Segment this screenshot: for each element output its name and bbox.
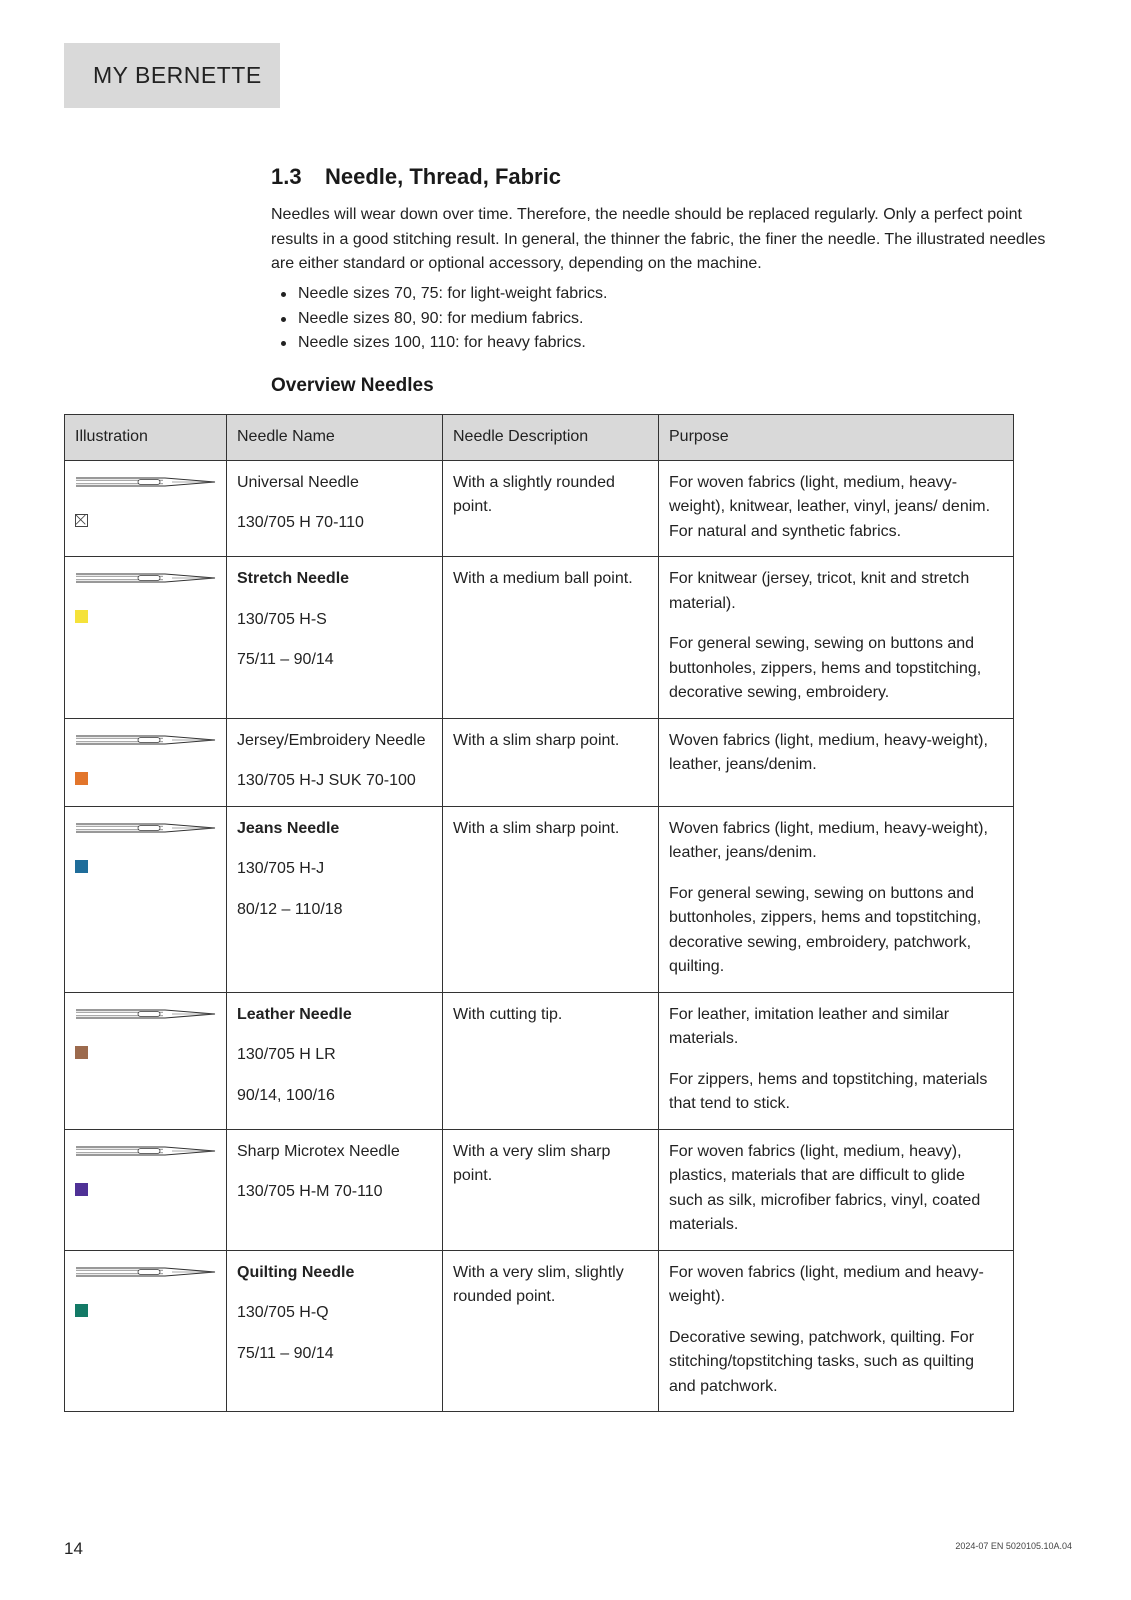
needle-purpose-cell xyxy=(659,1129,1014,1250)
chapter-tab xyxy=(64,43,280,108)
purpose-text: For knitwear (jersey, tricot, knit and stretch material). xyxy=(669,570,970,612)
needle-spec: 80/12 – 110/18 xyxy=(237,900,343,918)
needle-purpose-cell xyxy=(659,557,1014,719)
table-row xyxy=(65,460,1014,557)
needle-illustration-icon xyxy=(75,571,217,585)
orange-square-icon xyxy=(75,772,88,785)
purpose-text: For general sewing, sewing on buttons and buttonholes, zippers, hems and topstitching, decorative sewing, embroidery. xyxy=(669,635,982,701)
table-row xyxy=(65,1129,1014,1250)
needle-name: Quilting Needle xyxy=(237,1263,355,1281)
column-header: Purpose xyxy=(659,415,1014,461)
teal-square-icon xyxy=(75,1304,88,1317)
section-title xyxy=(271,164,561,190)
needle-purpose-cell xyxy=(659,460,1014,557)
table-row xyxy=(65,1250,1014,1412)
needle-name: Universal Needle xyxy=(237,473,359,491)
section-number: 1.3 xyxy=(271,164,302,189)
table-row xyxy=(65,718,1014,806)
list-item: Needle sizes 70, 75: for light-weight fabrics. xyxy=(271,282,607,307)
illustration-cell xyxy=(65,718,227,806)
purpose-text: For woven fabrics (light, medium and heavy-weight). xyxy=(669,1263,984,1305)
needle-description: With a very slim, slightly rounded point. xyxy=(443,1250,659,1412)
needle-illustration-icon xyxy=(75,1144,217,1158)
illustration-cell xyxy=(65,1129,227,1250)
needle-spec: 90/14, 100/16 xyxy=(237,1086,335,1104)
column-header: Needle Description xyxy=(443,415,659,461)
list-item: Needle sizes 100, 110: for heavy fabrics. xyxy=(271,331,607,356)
section-title-text: Needle, Thread, Fabric xyxy=(325,164,561,189)
needle-size-list xyxy=(271,282,607,356)
table-header-row xyxy=(65,415,1014,461)
needle-name-cell xyxy=(227,718,443,806)
yellow-square-icon xyxy=(75,610,88,623)
needle-illustration-icon xyxy=(75,821,217,835)
blue-square-icon xyxy=(75,860,88,873)
needle-name-cell xyxy=(227,992,443,1129)
table-body xyxy=(65,460,1014,1412)
needle-description: With a slim sharp point. xyxy=(443,718,659,806)
overview-heading: Overview Needles xyxy=(271,375,434,396)
needle-purpose-cell xyxy=(659,718,1014,806)
needle-name-cell xyxy=(227,1250,443,1412)
needle-purpose-cell xyxy=(659,992,1014,1129)
purpose-text: For general sewing, sewing on buttons and buttonholes, zippers, hems and topstitching, decorative sewing, embroidery, patchwork, quilting. xyxy=(669,884,982,975)
needle-name: Jeans Needle xyxy=(237,819,340,837)
column-header: Illustration xyxy=(65,415,227,461)
table-row xyxy=(65,557,1014,719)
needle-spec: 75/11 – 90/14 xyxy=(237,651,334,668)
document-reference: 2024-07 EN 5020105.10A.04 xyxy=(955,1541,1072,1551)
needle-name: Jersey/Embroidery Needle xyxy=(237,731,426,749)
purpose-text: For woven fabrics (light, medium, heavy-weight), knitwear, leather, vinyl, jeans/ denim. For natural and synthetic fabrics. xyxy=(669,473,991,540)
table-row xyxy=(65,992,1014,1129)
needle-description: With cutting tip. xyxy=(443,992,659,1129)
list-item: Needle sizes 80, 90: for medium fabrics. xyxy=(271,307,607,332)
needle-spec: 130/705 H-S xyxy=(237,610,327,628)
illustration-cell xyxy=(65,806,227,992)
needles-table xyxy=(64,414,1014,1412)
needle-illustration-icon xyxy=(75,1265,217,1279)
table-row xyxy=(65,806,1014,992)
needle-purpose-cell xyxy=(659,806,1014,992)
needle-name: Leather Needle xyxy=(237,1005,352,1023)
needle-description: With a slim sharp point. xyxy=(443,806,659,992)
needle-name: Stretch Needle xyxy=(237,570,350,587)
needle-illustration-icon xyxy=(75,475,217,489)
needle-spec: 130/705 H LR xyxy=(237,1046,336,1063)
purpose-text: Decorative sewing, patchwork, quilting. For stitching/topstitching tasks, such as quilting and patchwork. xyxy=(669,1328,975,1395)
purpose-text: For woven fabrics (light, medium, heavy), plastics, materials that are difficult to glide such as silk, microfiber fabrics, vinyl, coated materials. xyxy=(669,1142,981,1233)
needle-spec: 130/705 H-Q xyxy=(237,1304,329,1321)
purpose-text: For zippers, hems and topstitching, materials that tend to stick. xyxy=(669,1070,988,1112)
purpose-text: Woven fabrics (light, medium, heavy-weight), leather, jeans/denim. xyxy=(669,731,988,773)
needle-name-cell xyxy=(227,460,443,557)
illustration-cell xyxy=(65,992,227,1129)
purpose-text: For leather, imitation leather and similar materials. xyxy=(669,1005,950,1047)
needle-name-cell xyxy=(227,806,443,992)
illustration-cell xyxy=(65,460,227,557)
crossed-box-icon xyxy=(75,514,88,527)
needle-spec: 130/705 H-J SUK 70-100 xyxy=(237,772,416,789)
brown-square-icon xyxy=(75,1046,88,1059)
needle-illustration-icon xyxy=(75,733,217,747)
needle-spec: 130/705 H-J xyxy=(237,860,325,877)
needle-illustration-icon xyxy=(75,1007,217,1021)
illustration-cell xyxy=(65,1250,227,1412)
needle-spec: 130/705 H 70-110 xyxy=(237,514,364,531)
illustration-cell xyxy=(65,557,227,719)
purple-square-icon xyxy=(75,1183,88,1196)
needle-purpose-cell xyxy=(659,1250,1014,1412)
needle-name-cell xyxy=(227,557,443,719)
needle-description: With a medium ball point. xyxy=(443,557,659,719)
purpose-text: Woven fabrics (light, medium, heavy-weight), leather, jeans/denim. xyxy=(669,819,988,861)
intro-paragraph: Needles will wear down over time. Therefore, the needle should be replaced regularly. Only a perfect point results in a good stitching result. In general, the thinner the fabric, the finer the needle. The illustrated needles are either standard or optional accessory, depending on the machine. xyxy=(271,206,1046,272)
needle-name-cell xyxy=(227,1129,443,1250)
column-header: Needle Name xyxy=(227,415,443,461)
page-number: 14 xyxy=(64,1539,83,1558)
needle-spec: 130/705 H-M 70-110 xyxy=(237,1183,383,1200)
chapter-tab-label: MY BERNETTE xyxy=(93,62,262,88)
needle-spec: 75/11 – 90/14 xyxy=(237,1344,334,1362)
needle-description: With a very slim sharp point. xyxy=(443,1129,659,1250)
needle-name: Sharp Microtex Needle xyxy=(237,1142,400,1160)
needle-description: With a slightly rounded point. xyxy=(443,460,659,557)
